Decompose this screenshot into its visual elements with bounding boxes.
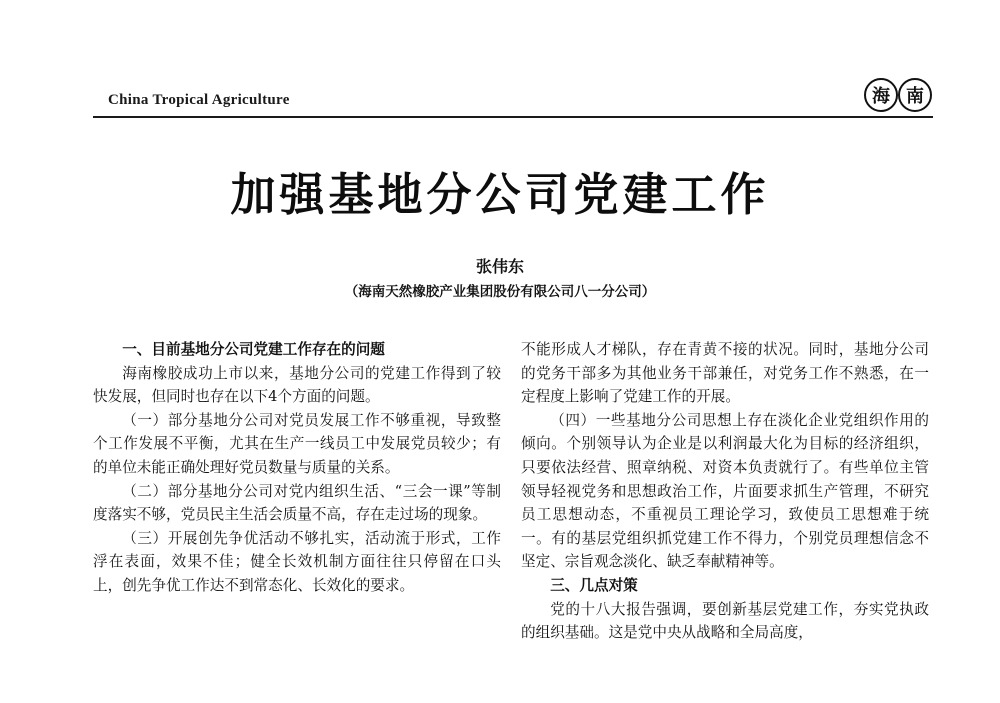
article-title: 加强基地分公司党建工作 — [230, 168, 770, 221]
header-rule — [93, 116, 933, 118]
journal-name: China Tropical Agriculture — [108, 92, 290, 108]
section-heading-3: 三、几点对策 — [550, 576, 638, 594]
paragraph: 海南橡胶成功上市以来，基地分公司的党建工作得到了较快发展，但同时也存在以下4个方面的问题。 — [93, 364, 501, 406]
region-badge-nan: 南 — [898, 78, 932, 112]
paragraph: （一）部分基地分公司对党员发展工作不够重视，导致整个工作发展不平衡，尤其在生产一线员工中发展党员较少；有的单位未能正确处理好党员数量与质量的关系。 — [93, 411, 501, 476]
paragraph-continued: 不能形成人才梯队，存在青黄不接的状况。同时，基地分公司的党务干部多为其他业务干部兼任，对党务工作不熟悉，在一定程度上影响了党建工作的开展。 — [521, 341, 929, 406]
article-author: 张伟东 — [475, 257, 524, 276]
paragraph: （四）一些基地分公司思想上存在淡化企业党组织作用的倾向。个别领导认为企业是以利润最大化为目标的经济组织，只要依法经营、照章纳税、对资本负责就行了。有些单位主管领导轻视党务和思想政治工作，片面要求抓生产管理，不研究员工思想动态，不重视员工理论学习，致使员工思想难于统一。有的基层党组织抓党建工作不得力，个别党员理想信念不坚定、宗旨观念淡化、缺乏奉献精神等。 — [521, 411, 929, 571]
right-column — [521, 338, 929, 645]
paragraph: （二）部分基地分公司对党内组织生活、“三会一课”等制度落实不够，党员民主生活会质量不高，存在走过场的现象。 — [93, 482, 501, 524]
paragraph: （三）开展创先争优活动不够扎实，活动流于形式，工作浮在表面，效果不佳；健全长效机制方面往往只停留在口头上，创先争优工作达不到常态化、长效化的要求。 — [93, 529, 501, 594]
left-column — [93, 338, 501, 598]
section-heading-1: 一、目前基地分公司党建工作存在的问题 — [122, 341, 385, 358]
author-affiliation: （海南天然橡胶产业集团股份有限公司八一分公司） — [344, 284, 656, 300]
region-badge-hai: 海 — [864, 78, 898, 112]
paragraph: 党的十八大报告强调，要创新基层党建工作，夯实党执政的组织基础。这是党中央从战略和全局高度， — [521, 600, 929, 642]
